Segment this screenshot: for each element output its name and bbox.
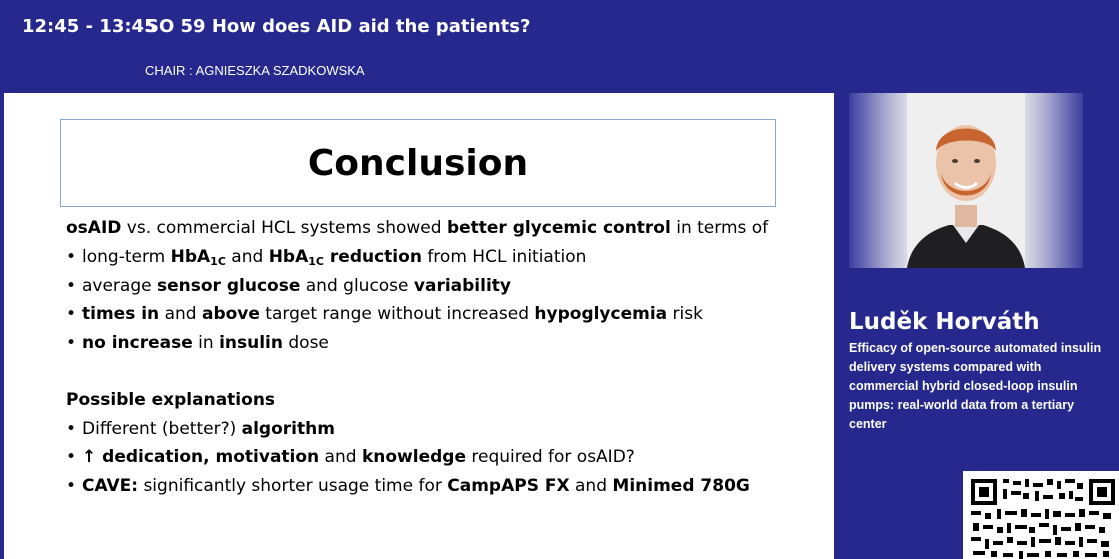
session-time: 12:45 - 13:45 — [22, 16, 157, 37]
conclusion-bullet: times in and above target range without increased hypoglycemia risk — [82, 304, 703, 324]
session-header — [0, 0, 1119, 93]
talk-title: Efficacy of open-source automated insulin delivery systems compared with commercial hybrid closed-loop insulin pumps: real-world data from a tertiary center — [849, 341, 1102, 431]
explanations-heading: Possible explanations — [66, 390, 276, 410]
conclusion-bullet: long-term HbA$_{1C}$ and HbA$_{1C}$ reduction from HCL initiation — [82, 247, 587, 268]
bullet-marker: • — [66, 447, 77, 467]
qr-code-icon — [963, 471, 1119, 559]
bullet-marker: • — [66, 476, 77, 496]
explanation-bullet: ↑ dedication, motivation and knowledge required for osAID? — [82, 447, 635, 467]
bullet-marker: • — [66, 276, 77, 296]
speaker-name: Luděk Horváth — [849, 309, 1040, 335]
bullet-marker: • — [66, 333, 77, 353]
bullet-marker: • — [66, 247, 77, 267]
explanation-bullet: Different (better?) algorithm — [82, 419, 335, 439]
conclusion-bullet: average sensor glucose and glucose variability — [82, 276, 512, 296]
qr-code[interactable] — [963, 471, 1119, 559]
speaker-portrait-icon — [849, 93, 1083, 268]
conclusion-bullet: no increase in insulin dose — [82, 333, 329, 353]
explanation-bullet: CAVE: significantly shorter usage time for CampAPS FX and Minimed 780G — [82, 476, 750, 496]
session-chair: CHAIR : AGNIESZKA SZADKOWSKA — [145, 63, 365, 78]
presentation-slide — [4, 93, 834, 559]
slide-title: Conclusion — [307, 142, 529, 184]
session-title: SO 59 How does AID aid the patients? — [146, 16, 531, 37]
bullet-marker: • — [66, 419, 77, 439]
speaker-photo — [849, 93, 1083, 268]
bullet-marker: • — [66, 304, 77, 324]
intro-line: osAID vs. commercial HCL systems showed better glycemic control in terms of — [66, 218, 769, 238]
slide-title-box — [60, 119, 776, 207]
